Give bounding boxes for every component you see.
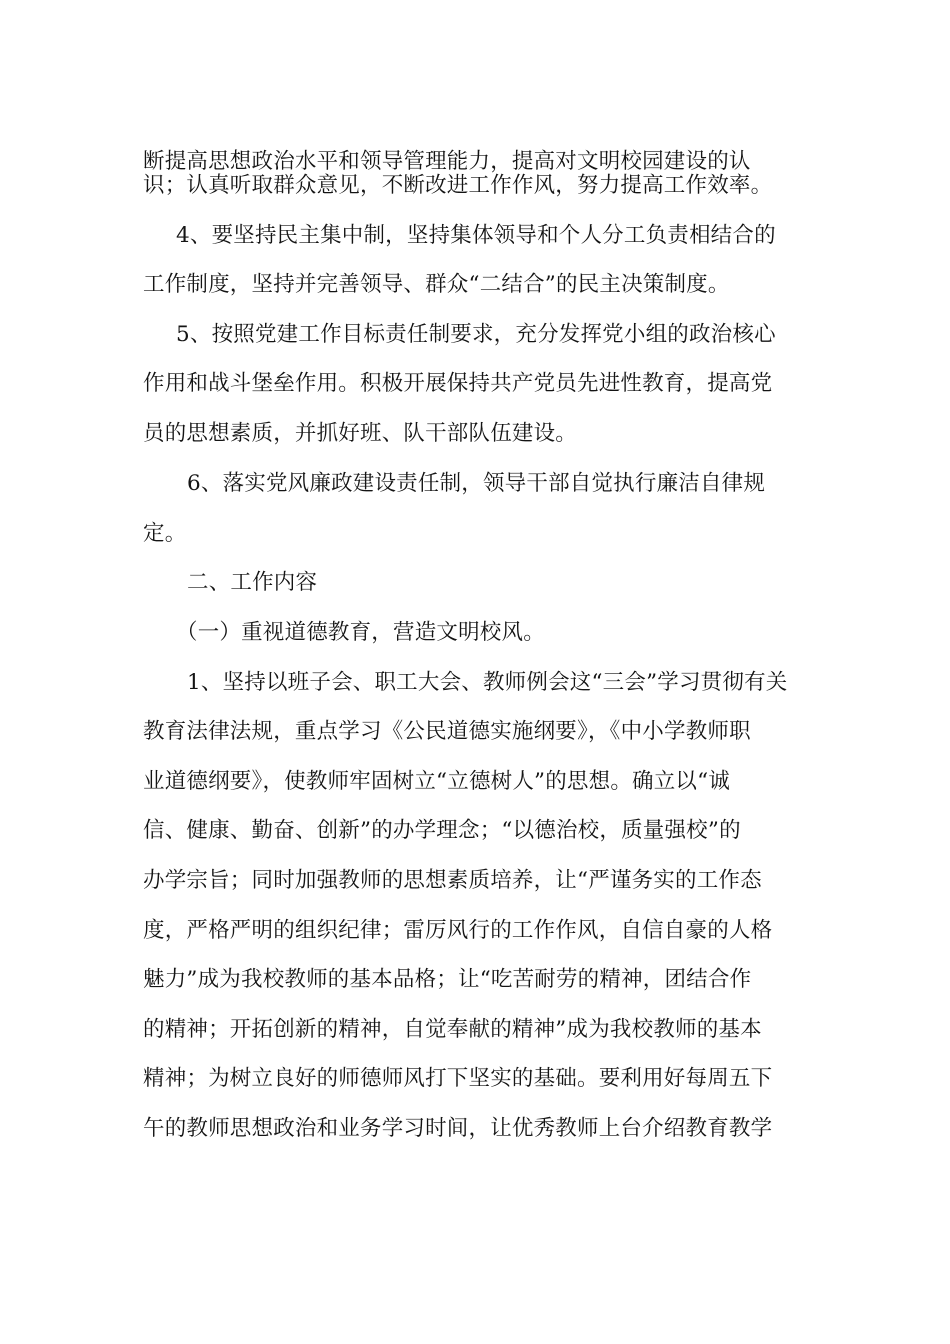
text-line: 教育法律法规，重点学习《公民道德实施纲要》，《中小学教师职 [143,719,751,744]
text-line: 精神；为树立良好的师德师风打下坚实的基础。要利用好每周五下 [143,1066,773,1091]
text-line: 的精神；开拓创新的精神，自觉奉献的精神”成为我校教师的基本 [143,1017,762,1042]
text-line: 6、落实党风廉政建设责任制，领导干部自觉执行廉洁自律规 [187,471,766,496]
text-line: 1、坚持以班子会、职工大会、教师例会这“三会”学习贯彻有关 [187,670,788,695]
text-line: 断提高思想政治水平和领导管理能力，提高对文明校园建设的认 [143,149,751,174]
section-heading: 二、工作内容 [187,570,318,595]
text-line: 业道德纲要》，使教师牢固树立“立德树人”的思想。确立以“诚 [143,769,731,794]
text-line: 4、要坚持民主集中制，坚持集体领导和个人分工负责相结合的 [176,223,776,248]
text-line: 作用和战斗堡垒作用。积极开展保持共产党员先进性教育，提高党 [143,371,773,396]
text-line: 识；认真听取群众意见，不断改进工作作风，努力提高工作效率。 [143,173,773,198]
text-line: 工作制度，坚持并完善领导、群众“二结合”的民主决策制度。 [143,272,730,297]
text-line: 员的思想素质，并抓好班、队干部队伍建设。 [143,421,578,446]
text-line: 度，严格严明的组织纪律；雷厉风行的工作作风，自信自豪的人格 [143,918,773,943]
text-line: 办学宗旨；同时加强教师的思想素质培养，让“严谨务实的工作态 [143,868,762,893]
text-line: 信、健康、勤奋、创新”的办学理念；“以德治校，质量强校”的 [143,818,741,843]
text-line: 午的教师思想政治和业务学习时间，让优秀教师上台介绍教育教学 [143,1116,773,1141]
subsection-heading: （一）重视道德教育，营造文明校风。 [176,620,545,645]
text-line: 魅力”成为我校教师的基本品格；让“吃苦耐劳的精神，团结合作 [143,967,752,992]
text-line: 定。 [143,521,187,546]
text-line: 5、按照党建工作目标责任制要求，充分发挥党小组的政治核心 [176,322,776,347]
